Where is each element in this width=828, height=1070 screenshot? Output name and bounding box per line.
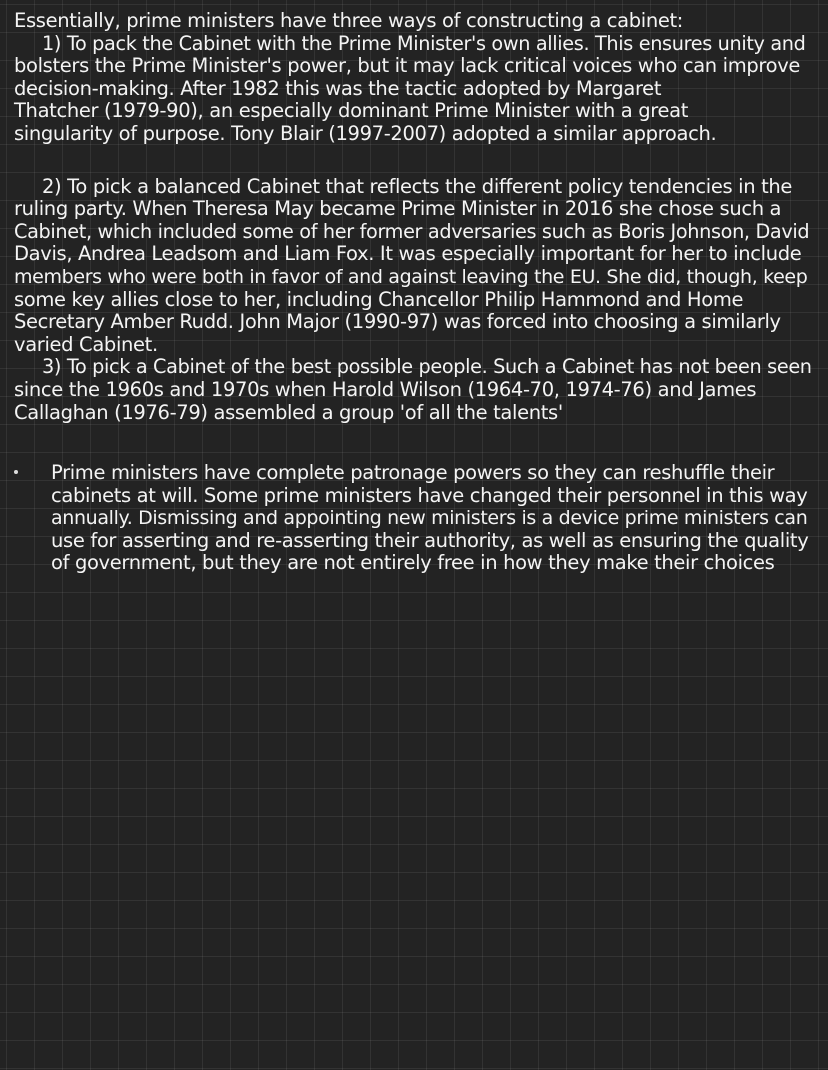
paragraph-gap bbox=[14, 146, 814, 176]
point-2-line: Secretary Amber Rudd. John Major (1990-97) was forced into choosing a similarly bbox=[14, 310, 781, 334]
bullet-line: Prime ministers have complete patronage powers so they can reshuffle their bbox=[51, 461, 775, 485]
point-1-paragraph bbox=[14, 33, 814, 146]
point-1-line: singularity of purpose. Tony Blair (1997-2007) adopted a similar approach. bbox=[14, 121, 717, 145]
bullet-line: annually. Dismissing and appointing new ministers is a device prime ministers can bbox=[51, 507, 808, 530]
point-3-line: since the 1960s and 1970s when Harold Wilson (1964-70, 1974-76) and James bbox=[14, 377, 757, 401]
bullet-item bbox=[14, 462, 814, 575]
bullet-line: cabinets at will. Some prime ministers have changed their personnel in this way bbox=[51, 483, 808, 507]
point-2-line: ruling party. When Theresa May became Prime Minister in 2016 she chose such a bbox=[14, 197, 782, 221]
point-1-line: decision-making. After 1982 this was the tactic adopted by Margaret bbox=[14, 76, 662, 100]
point-3-line: 3) To pick a Cabinet of the best possible people. Such a Cabinet has not been seen bbox=[42, 355, 812, 379]
point-2-line: members who were both in favor of and against leaving the EU. She did, though, keep bbox=[14, 265, 808, 288]
point-2-line: 2) To pick a balanced Cabinet that reflects the different policy tendencies in the bbox=[42, 174, 793, 198]
point-3-line: Callaghan (1976-79) assembled a group 'of all the talents' bbox=[14, 400, 563, 424]
bullet-line: of government, but they are not entirely free in how they make their choices bbox=[51, 551, 775, 575]
bullet-line: use for asserting and re-asserting their authority, as well as ensuring the quality bbox=[51, 528, 809, 552]
point-2-line: some key allies close to her, including Chancellor Philip Hammond and Home bbox=[14, 287, 744, 311]
point-2-line: Davis, Andrea Leadsom and Liam Fox. It was especially important for her to include bbox=[14, 242, 802, 266]
point-1-line: bolsters the Prime Minister's power, but it may lack critical voices who can improve bbox=[14, 54, 801, 78]
point-2-line: varied Cabinet. bbox=[14, 332, 158, 356]
point-3-paragraph bbox=[14, 356, 814, 424]
point-1-line: Thatcher (1979-90), an especially dominant Prime Minister with a great bbox=[14, 99, 689, 123]
intro-line: Essentially, prime ministers have three ways of constructing a cabinet: bbox=[14, 9, 684, 32]
point-2-line: Cabinet, which included some of her former adversaries such as Boris Johnson, David bbox=[14, 219, 810, 243]
point-1-line: 1) To pack the Cabinet with the Prime Minister's own allies. This ensures unity and bbox=[42, 31, 806, 55]
bullet-dot-icon bbox=[14, 470, 18, 474]
point-2-paragraph bbox=[14, 176, 814, 357]
handwritten-notes bbox=[14, 10, 814, 575]
